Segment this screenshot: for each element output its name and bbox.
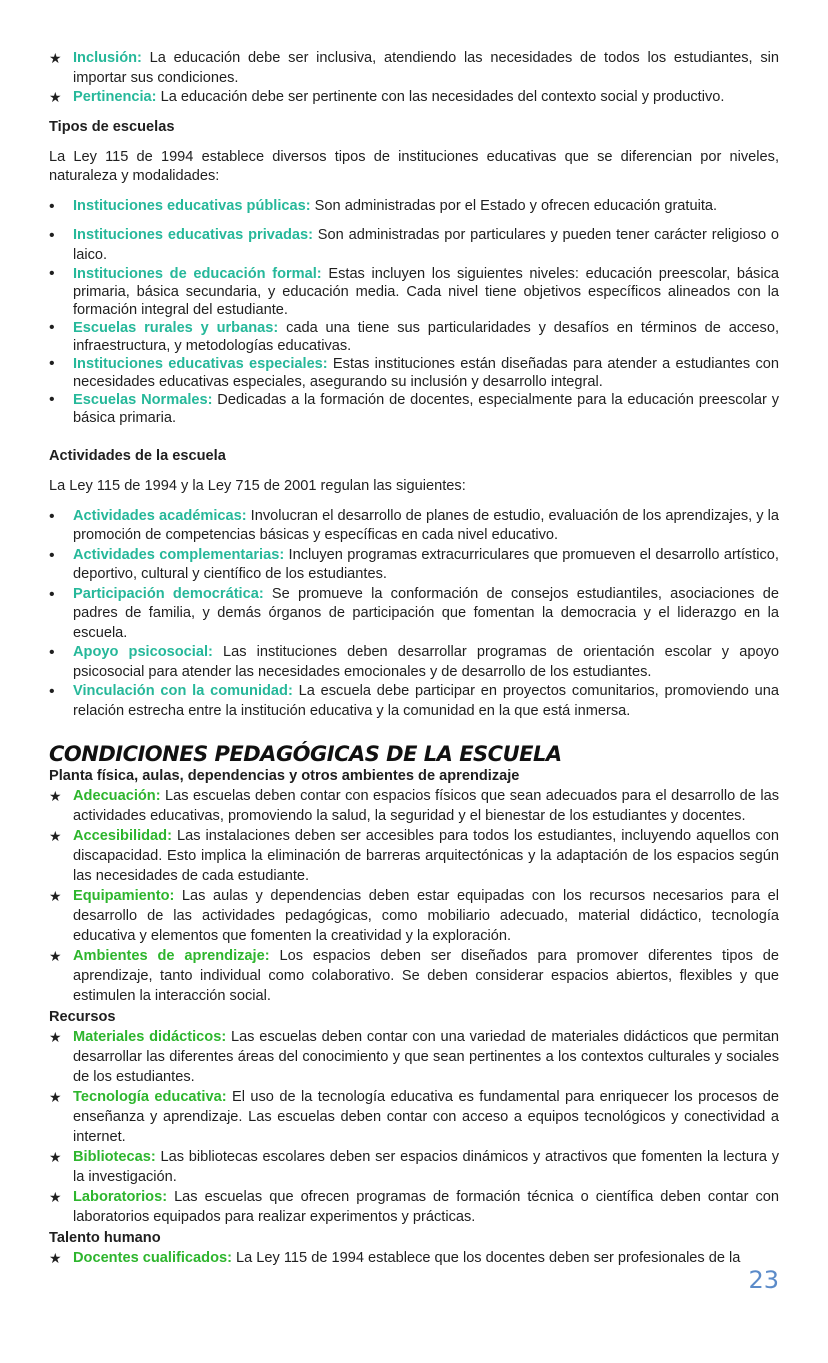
- subheading-recursos: Recursos: [49, 1009, 116, 1025]
- list-item: [49, 1087, 779, 1147]
- item-label: Materiales didácticos:: [73, 1029, 227, 1045]
- list-item: [49, 197, 779, 217]
- item-text: La educación debe ser pertinente con las necesidades del contexto social y productivo.: [156, 89, 725, 105]
- item-text: La Ley 115 de 1994 establece que los docentes deben ser profesionales de la: [231, 1250, 741, 1266]
- list-item: [49, 507, 779, 546]
- item-text: Los espacios deben ser diseñados para promover diferentes tipos de aprendizaje, tanto individual como colaborativo. Se deben considerar espacios abiertos, flexibles y que estimulen la interacción social.: [73, 948, 779, 1004]
- bullet-icon: •: [49, 197, 55, 215]
- planta-list: [49, 786, 779, 1006]
- item-label: Instituciones educativas públicas:: [73, 197, 311, 214]
- list-item: [49, 1187, 779, 1227]
- star-icon: ★: [49, 948, 62, 964]
- item-label: Apoyo psicosocial:: [73, 644, 213, 660]
- list-item: [49, 1248, 779, 1268]
- item-text: Son administradas por particulares y pueden tener carácter religioso o laico.: [73, 227, 779, 263]
- bullet-icon: •: [49, 585, 55, 603]
- item-label: Escuelas rurales y urbanas:: [73, 320, 279, 336]
- item-label: Equipamiento:: [73, 888, 175, 904]
- actividades-intro: La Ley 115 de 1994 y la Ley 715 de 2001 regulan las siguientes:: [49, 478, 466, 494]
- star-icon: ★: [49, 1189, 62, 1205]
- list-item: [49, 682, 779, 721]
- tipos-intro: La Ley 115 de 1994 establece diversos tipos de instituciones educativas que se diferencian por niveles, naturaleza y modalidades:: [49, 148, 779, 184]
- item-text: Las escuelas deben contar con espacios físicos que sean adecuados para el desarrollo de las actividades educativas, promoviendo la salud, la seguridad y el bienestar de los estudiantes y docentes.: [73, 788, 779, 824]
- star-icon: ★: [49, 1029, 62, 1045]
- list-item: [49, 226, 779, 265]
- document-page: [49, 47, 779, 1268]
- star-icon: ★: [49, 828, 62, 844]
- recursos-list: [49, 1027, 779, 1227]
- item-text: Estas incluyen los siguientes niveles: educación preescolar, básica primaria, básica secundaria, y educación media. Cada nivel tiene objetivos específicos alineados con la formación integral del estudiante.: [73, 266, 780, 318]
- item-text: Involucran el desarrollo de planes de estudio, evaluación de los aprendizajes, y la promoción de competencias básicas y específicas en cada nivel educativo.: [73, 507, 779, 543]
- list-item: [49, 49, 779, 88]
- bullet-icon: •: [49, 227, 55, 244]
- subheading-talento: Talento humano: [49, 1230, 161, 1246]
- item-text: Se promueve la conformación de consejos estudiantiles, asociaciones de padres de familia, y demás órganos de participación que fomentan la democracia y el liderazgo en la escuela.: [73, 585, 779, 641]
- item-text: Estas instituciones están diseñadas para atender a estudiantes con necesidades educativas especiales, asegurando su inclusión y desarrollo integral.: [73, 356, 779, 390]
- section-title-condiciones: CONDICIONES PEDAGÓGICAS DE LA ESCUELA: [49, 742, 562, 766]
- item-label: Bibliotecas:: [73, 1149, 156, 1165]
- item-label: Instituciones educativas especiales:: [73, 356, 328, 372]
- item-text: Las escuelas deben contar con una variedad de materiales didácticos que permitan desarrollar las diferentes áreas del conocimiento y que sean pertinentes a los contextos culturales y sociales de los estudiantes.: [73, 1029, 779, 1085]
- item-text: Dedicadas a la formación de docentes, especialmente para la educación preescolar y básica primaria.: [73, 392, 779, 426]
- bullet-icon: •: [49, 265, 55, 282]
- item-label: Instituciones de educación formal:: [73, 266, 322, 282]
- item-text: La educación debe ser inclusiva, atendiendo las necesidades de todos los estudiantes, sin importar sus condiciones.: [73, 50, 779, 86]
- star-icon: ★: [49, 1089, 62, 1105]
- bullet-icon: •: [49, 355, 55, 372]
- list-item: [49, 886, 779, 946]
- item-label: Participación democrática:: [73, 585, 264, 602]
- item-label: Instituciones educativas privadas:: [73, 227, 313, 243]
- item-text: cada una tiene sus particularidades y desafíos en términos de acceso, infraestructura, y metodologías educativas.: [73, 320, 780, 354]
- item-text: Incluyen programas extracurriculares que promueven el desarrollo artístico, deportivo, cultural y científico de los estudiantes.: [73, 546, 779, 582]
- list-item: [49, 826, 779, 886]
- item-label: Accesibilidad:: [73, 828, 172, 844]
- star-icon: ★: [49, 1250, 62, 1266]
- star-icon: ★: [49, 888, 62, 904]
- item-label: Vinculación con la comunidad:: [73, 683, 293, 699]
- item-label: Docentes cualificados:: [73, 1250, 232, 1266]
- item-text: Las escuelas que ofrecen programas de formación técnica o científica deben contar con laboratorios equipados para realizar experimentos y prácticas.: [73, 1189, 779, 1225]
- actividades-list: [49, 507, 779, 722]
- item-text: El uso de la tecnología educativa es fundamental para enriquecer los procesos de enseñanza y aprendizaje. Las escuelas deben contar con acceso a equipos tecnológicos y conectividad a internet.: [73, 1089, 779, 1145]
- item-label: Ambientes de aprendizaje:: [73, 948, 270, 964]
- list-item: [49, 88, 779, 108]
- star-icon: ★: [49, 89, 62, 105]
- list-item: [49, 585, 779, 644]
- item-label: Adecuación:: [73, 788, 161, 804]
- item-label: Actividades académicas:: [73, 507, 247, 524]
- item-label: Pertinencia:: [73, 89, 157, 105]
- item-text: Son administradas por el Estado y ofrecen educación gratuita.: [310, 197, 718, 214]
- star-icon: ★: [49, 1149, 62, 1165]
- list-item: [49, 319, 779, 355]
- section-heading-tipos: Tipos de escuelas: [49, 118, 175, 135]
- talento-list: [49, 1248, 779, 1268]
- bullet-icon: •: [49, 319, 55, 336]
- item-label: Tecnología educativa:: [73, 1089, 227, 1105]
- bullet-icon: •: [49, 546, 55, 564]
- list-item: [49, 355, 779, 391]
- star-icon: ★: [49, 788, 62, 804]
- item-text: Las aulas y dependencias deben estar equipadas con los recursos necesarios para el desarrollo de las actividades pedagógicas, como mobiliario adecuado, material didáctico, tecnología educativa y elementos que fomenten la creatividad y la exploración.: [73, 888, 779, 944]
- list-item: [49, 1147, 779, 1187]
- list-item: [49, 1027, 779, 1087]
- tipos-list: [49, 197, 779, 428]
- list-item: [49, 265, 779, 319]
- bullet-icon: •: [49, 391, 55, 408]
- list-item: [49, 786, 779, 826]
- item-text: Las bibliotecas escolares deben ser espacios dinámicos y atractivos que fomenten la lectura y la investigación.: [73, 1149, 779, 1185]
- bullet-icon: •: [49, 507, 55, 525]
- list-item: [49, 946, 779, 1006]
- item-label: Laboratorios:: [73, 1189, 168, 1205]
- list-item: [49, 546, 779, 585]
- section-heading-actividades: Actividades de la escuela: [49, 448, 226, 464]
- star-icon: ★: [49, 50, 62, 66]
- item-label: Actividades complementarias:: [73, 546, 285, 563]
- item-text: La escuela debe participar en proyectos comunitarios, promoviendo una relación estrecha entre la institución educativa y la comunidad en la que está inmersa.: [73, 683, 779, 719]
- bullet-icon: •: [49, 683, 55, 700]
- principles-list: [49, 49, 779, 108]
- item-text: Las instalaciones deben ser accesibles para todos los estudiantes, incluyendo aquellos con discapacidad. Esto implica la eliminación de barreras arquitectónicas y la adaptación de los espacios según las necesidades de cada estudiante.: [73, 828, 779, 884]
- bullet-icon: •: [49, 644, 55, 661]
- item-label: Inclusión:: [73, 50, 142, 66]
- list-item: [49, 391, 779, 427]
- list-item: [49, 643, 779, 682]
- item-text: Las instituciones deben desarrollar programas de orientación escolar y apoyo psicosocial para atender las necesidades emocionales y de desarrollo de los estudiantes.: [73, 644, 779, 680]
- page-number: 23: [748, 1266, 779, 1294]
- item-label: Escuelas Normales:: [73, 392, 213, 408]
- subheading-planta: Planta física, aulas, dependencias y otros ambientes de aprendizaje: [49, 768, 520, 784]
